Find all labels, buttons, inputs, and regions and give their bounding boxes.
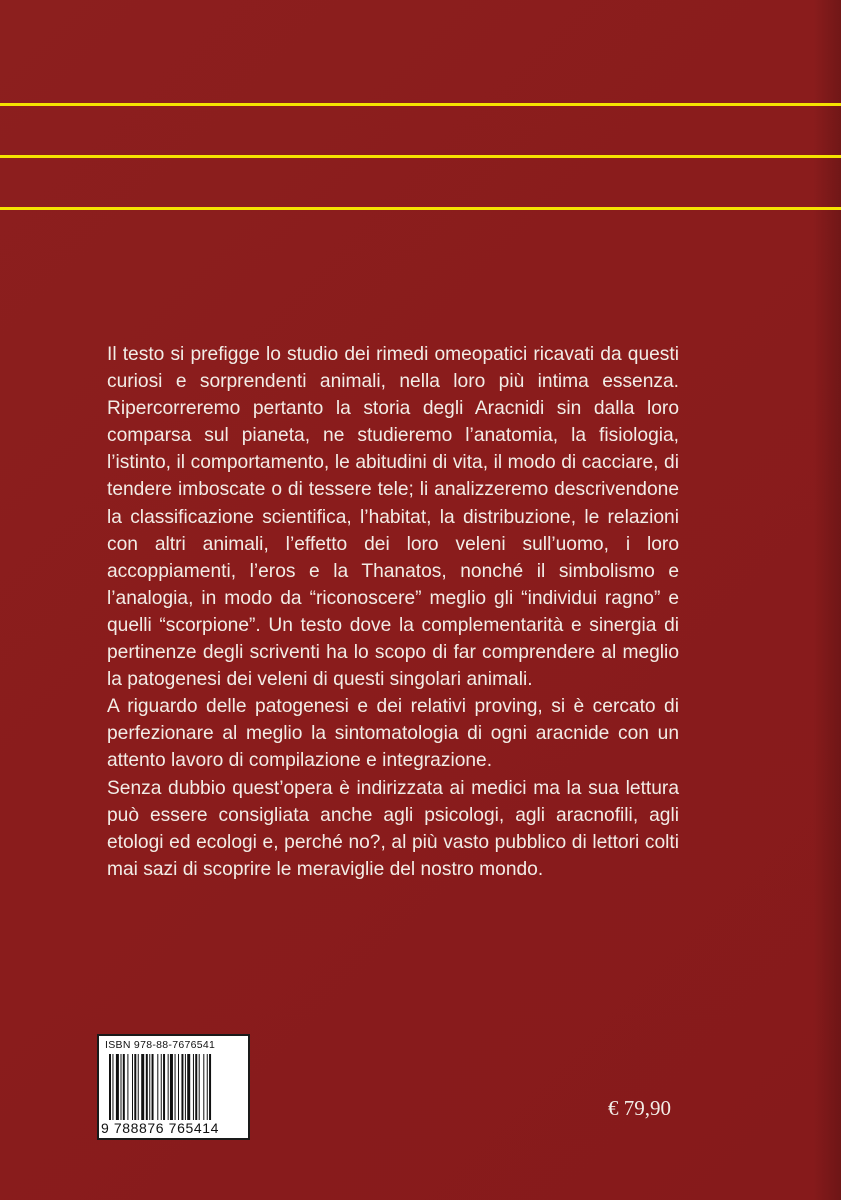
blurb-paragraph-1: Il testo si prefigge lo studio dei rimedi omeopatici ricavati da questi curiosi e sorprendenti animali, nella loro più intima essenza. Ripercorreremo pertanto la storia degli Aracnidi sin dalla loro comparsa sul pianeta, ne studieremo l’anatomia, la fisiologia, l’istinto, il comportamento, le abitudini di vita, il modo di cacciare, di tendere imboscate o di tessere tele; li analizzeremo descrivendone la classificazione scientifica, l’habitat, la distribuzione, le relazioni con altri animali, l’effetto dei loro veleni sull’uomo, i loro accoppiamenti, l’eros e la Thanatos, nonché il simbolismo e l’analogia, in modo da “riconoscere” meglio gli “individui ragno” e quelli “scorpione”. Un testo dove la complementarità e sinergia di pertinenze degli scriventi ha lo scopo di far comprendere al meglio la patogenesi dei veleni di questi singolari animali. (107, 344, 679, 691)
yellow-stripe-top (0, 103, 841, 106)
spine-edge-shadow (813, 0, 841, 1200)
yellow-stripe-bottom (0, 207, 841, 210)
price-label: € 79,90 (608, 1096, 671, 1120)
blurb-paragraph-3: Senza dubbio quest’opera è indirizzata ai medici ma la sua lettura può essere consigliata anche agli psicologi, agli aracnofili, agli etologi ed ecologi e, perché no?, al più vasto pubblico di lettori colti mai sazi di scoprire le meraviglie del nostro mondo. (107, 777, 679, 880)
barcode-bars (109, 1054, 245, 1120)
isbn-label: ISBN 978-88-7676541 (105, 1039, 216, 1051)
back-cover-blurb (107, 341, 679, 883)
blurb-paragraph-2: A riguardo delle patogenesi e dei relativi proving, si è cercato di perfezionare al meglio la sintomatologia di ogni aracnide con un attento lavoro di compilazione e integrazione. (107, 696, 679, 772)
yellow-stripe-middle (0, 155, 841, 158)
barcode-digits: 9 788876 765414 (101, 1120, 219, 1136)
isbn-barcode (97, 1034, 250, 1140)
